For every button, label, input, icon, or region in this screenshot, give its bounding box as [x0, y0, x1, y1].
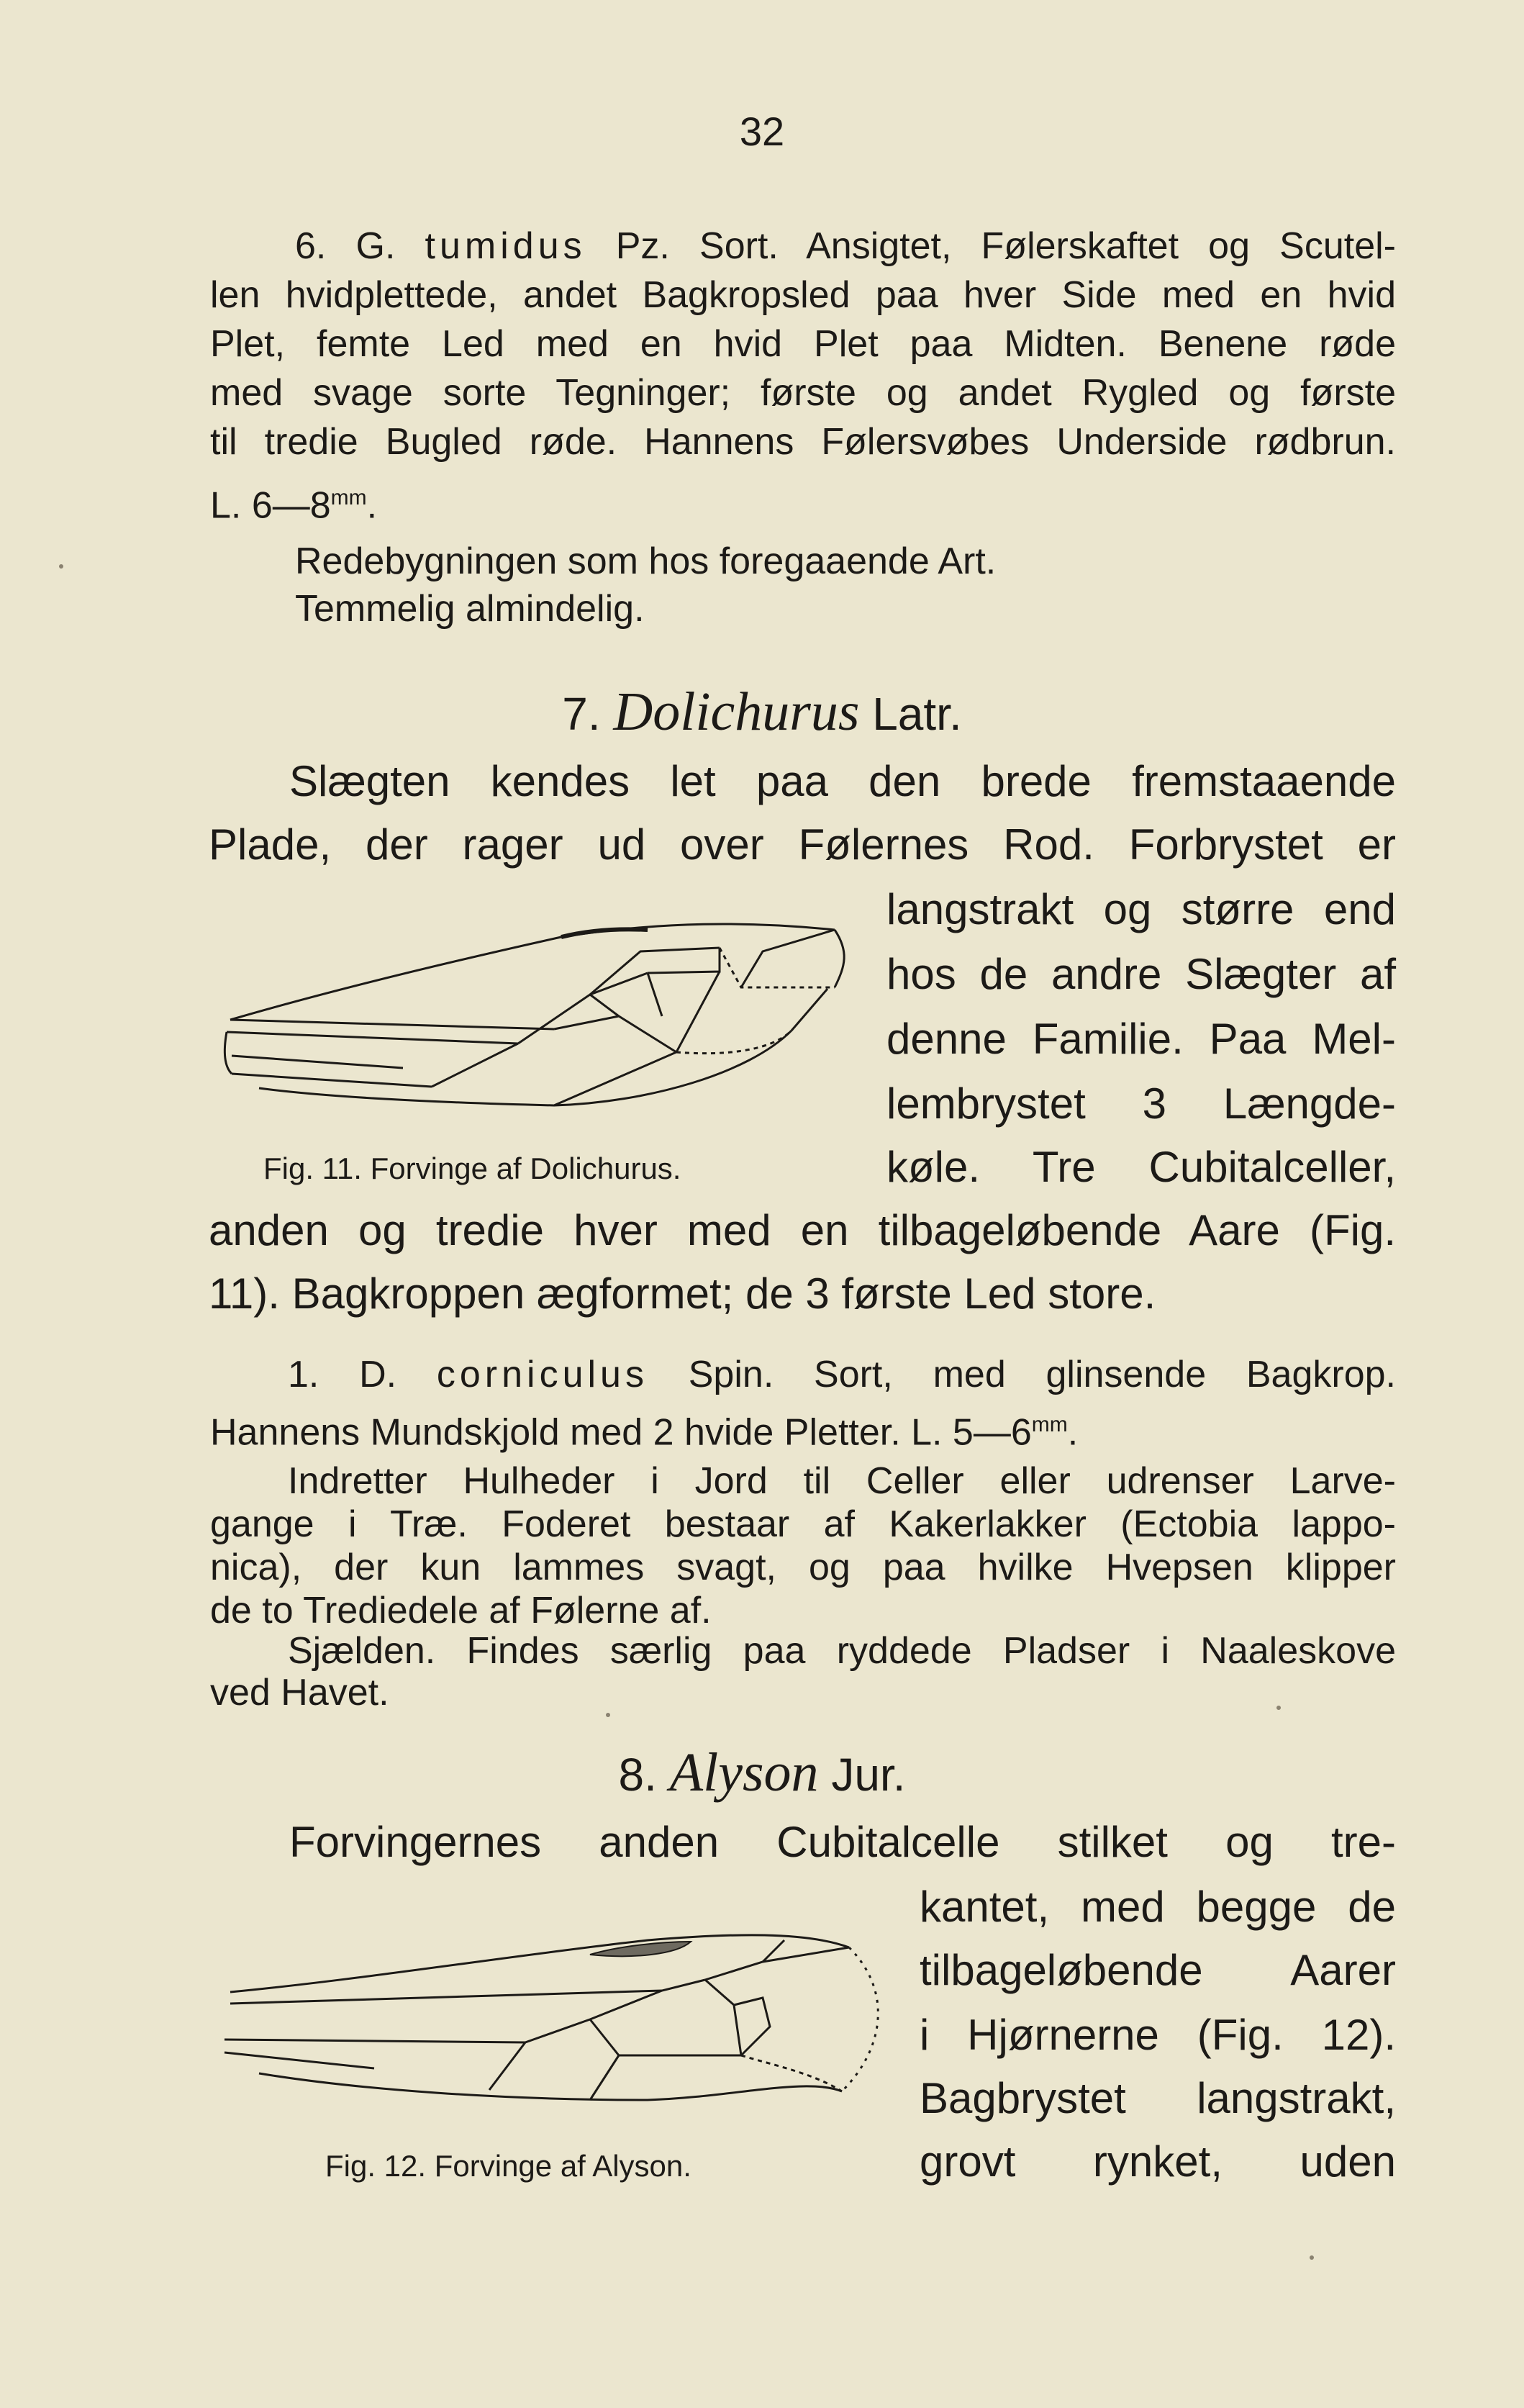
tumidus-line-1: 6. G. tumidus Pz. Sort. Ansigtet, Følerskaftet og Scutel- [295, 225, 1396, 267]
dolichurus-line-9: 11). Bagkroppen ægformet; de 3 første Led store. [209, 1269, 1156, 1318]
tumidus-line-4: med svage sorte Tegninger; første og andet Rygled og første [210, 372, 1396, 414]
corniculus-rarity-2: ved Havet. [210, 1672, 389, 1714]
alyson-wing-figure [216, 1911, 907, 2135]
alyson-heading: 8. Alyson Jur. [618, 1742, 906, 1803]
tumidus-frequency: Temmelig almindelig. [295, 588, 645, 630]
paper-speck [1276, 1706, 1281, 1710]
dolichurus-heading: 7. Dolichurus Latr. [562, 682, 962, 742]
paper-speck [59, 564, 63, 569]
alyson-line-1: Forvingernes anden Cubitalcelle stilket og tre- [289, 1818, 1396, 1866]
dolichurus-wing-figure [216, 908, 849, 1146]
dolichurus-line-5: denne Familie. Paa Mel- [886, 1015, 1396, 1063]
alyson-line-2: kantet, med begge de [920, 1883, 1396, 1931]
figure-11-caption: Fig. 11. Forvinge af Dolichurus. [263, 1151, 681, 1185]
corniculus-biology-2: gange i Træ. Foderet bestaar af Kakerlakker (Ectobia lappo- [210, 1503, 1396, 1545]
tumidus-line-5: til tredie Bugled røde. Hannens Følersvøbes Underside rødbrun. [210, 421, 1396, 463]
corniculus-line-1: 1. D. corniculus Spin. Sort, med glinsende Bagkrop. [288, 1354, 1396, 1395]
paper-speck [606, 1713, 610, 1717]
tumidus-size: L. $6—8^{mm}$. [210, 484, 378, 527]
tumidus-line-2: len hvidplettede, andet Bagkropsled paa hver Side med en hvid [210, 274, 1396, 316]
dolichurus-line-8: anden og tredie hver med en tilbageløbende Aare (Fig. [209, 1206, 1396, 1254]
page-number: 32 [739, 109, 785, 154]
alyson-line-6: grovt rynket, uden [920, 2137, 1396, 2186]
figure-12-caption: Fig. 12. Forvinge af Alyson. [325, 2149, 691, 2183]
alyson-line-4: i Hjørnerne (Fig. 12). [920, 2011, 1396, 2059]
corniculus-biology-3: nica), der kun lammes svagt, og paa hvilke Hvepsen klipper [210, 1547, 1396, 1588]
corniculus-line-2: Hannens Mundskjold med 2 hvide Pletter. L. $5—6^{mm}$. [210, 1411, 1079, 1454]
dolichurus-line-6: lembrystet 3 Længde- [886, 1079, 1396, 1128]
dolichurus-line-2: Plade, der rager ud over Følernes Rod. Forbrystet er [209, 820, 1396, 869]
dolichurus-line-7: køle. Tre Cubitalceller, [886, 1143, 1396, 1191]
tumidus-line-3: Plet, femte Led med en hvid Plet paa Midten. Benene røde [210, 323, 1396, 365]
tumidus-nest: Redebygningen som hos foregaaende Art. [295, 540, 997, 582]
corniculus-biology-4: de to Trediedele af Følerne af. [210, 1590, 712, 1631]
paper-speck [1310, 2255, 1314, 2260]
alyson-line-3: tilbageløbende Aarer [920, 1946, 1396, 1994]
corniculus-biology-1: Indretter Hulheder i Jord til Celler eller udrenser Larve- [288, 1460, 1396, 1502]
dolichurus-line-4: hos de andre Slægter af [886, 950, 1396, 998]
alyson-line-5: Bagbrystet langstrakt, [920, 2074, 1396, 2122]
corniculus-rarity-1: Sjælden. Findes særlig paa ryddede Pladser i Naaleskove [288, 1630, 1396, 1672]
dolichurus-line-1: Slægten kendes let paa den brede fremstaaende [289, 757, 1396, 805]
dolichurus-line-3: langstrakt og større end [886, 885, 1396, 933]
